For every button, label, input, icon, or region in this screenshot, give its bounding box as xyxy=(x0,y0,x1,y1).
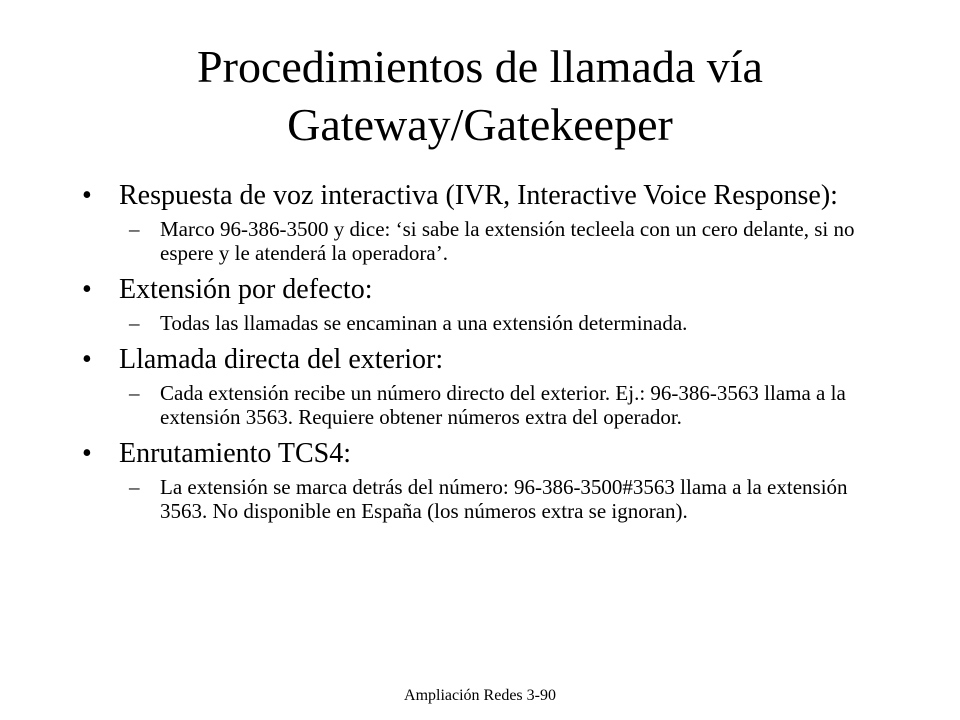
bullet-heading: Enrutamiento TCS4: xyxy=(119,438,352,469)
sub-item-direct-dial xyxy=(82,381,882,429)
bullet-heading: Extensión por defecto: xyxy=(119,274,373,305)
sub-marker: – xyxy=(129,217,140,241)
bullet-item-tcs4-routing xyxy=(82,439,882,469)
sub-item-ivr xyxy=(82,217,882,265)
bullet-heading: Respuesta de voz interactiva (IVR, Interactive Voice Response): xyxy=(119,180,838,211)
sub-item-text: Cada extensión recibe un número directo del exterior. Ej.: 96-386-3563 llama a la extensión 3563. Requiere obtener números extra del operador. xyxy=(160,381,846,429)
sub-marker: – xyxy=(129,475,140,499)
bullet-item-ivr xyxy=(82,181,882,211)
bullet-item-direct-dial xyxy=(82,345,882,375)
sub-item-tcs4-routing xyxy=(82,475,882,523)
sub-marker: – xyxy=(129,311,140,335)
sub-marker: – xyxy=(129,381,140,405)
bullet-marker: • xyxy=(82,344,92,375)
sub-item-default-extension xyxy=(82,311,882,335)
sub-item-text: Todas las llamadas se encaminan a una extensión determinada. xyxy=(160,311,688,335)
sub-item-text: La extensión se marca detrás del número: 96-386-3500#3563 llama a la extensión 3563. No disponible en España (los números extra se ignoran). xyxy=(160,475,848,523)
slide-title-line-2: Gateway/Gatekeeper xyxy=(287,99,673,150)
bullet-marker: • xyxy=(82,274,92,305)
bullet-heading: Llamada directa del exterior: xyxy=(119,344,444,375)
bullet-list xyxy=(82,181,882,523)
sub-item-text: Marco 96-386-3500 y dice: ‘si sabe la extensión tecleela con un cero delante, si no espere y le atenderá la operadora’. xyxy=(160,217,855,265)
slide-title xyxy=(0,38,960,154)
bullet-item-default-extension xyxy=(82,275,882,305)
bullet-marker: • xyxy=(82,180,92,211)
slide-footer: Ampliación Redes 3-90 xyxy=(404,687,556,704)
bullet-marker: • xyxy=(82,438,92,469)
slide-title-line-1: Procedimientos de llamada vía xyxy=(197,41,763,92)
